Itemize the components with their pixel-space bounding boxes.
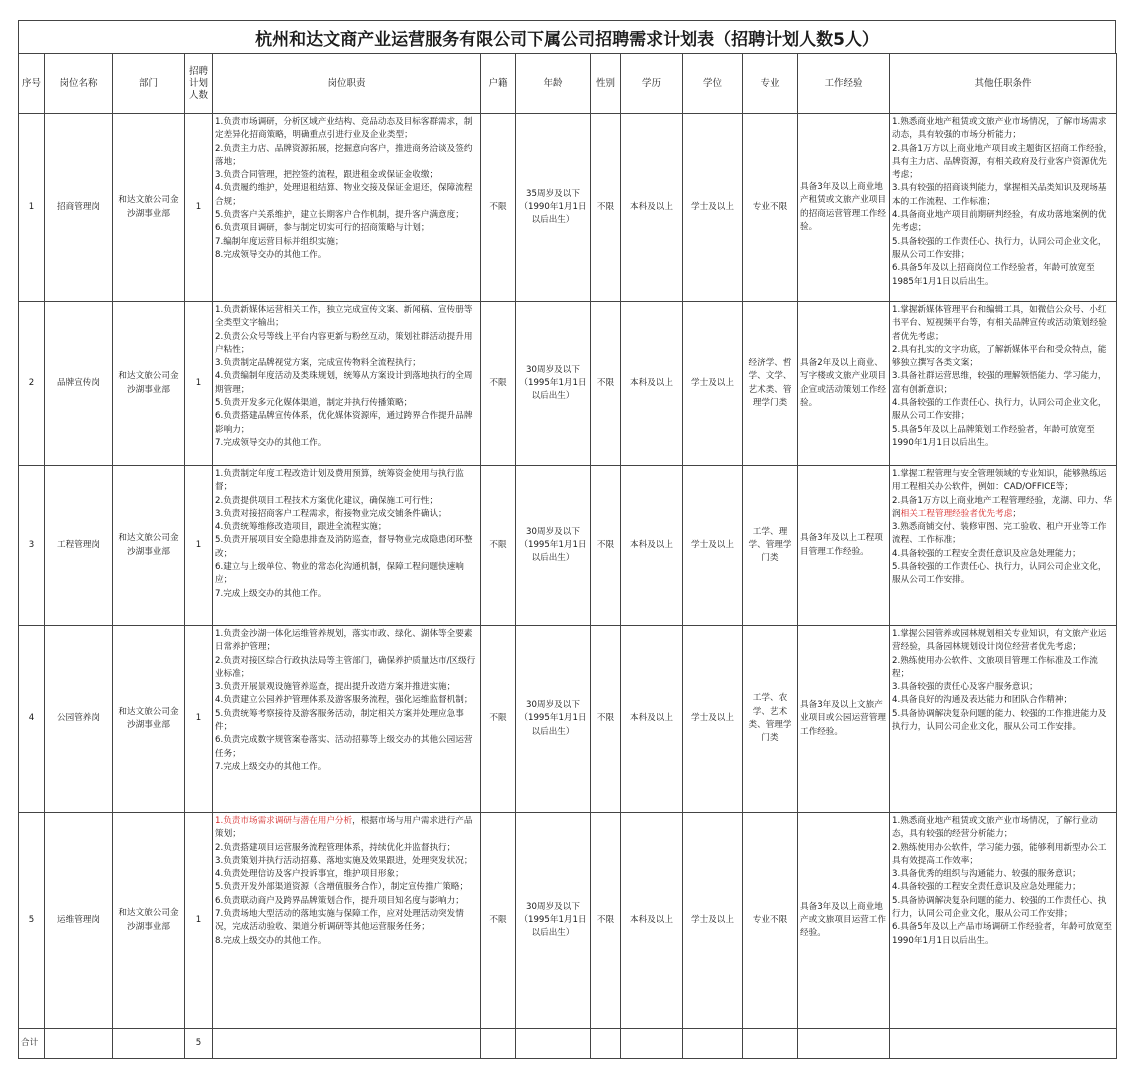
duty-line: 2.负责提供项目工程技术方案优化建议，确保施工可行性； xyxy=(215,495,439,506)
condition-line: 6.具备5年及以上产品市场调研工作经验者，年龄可放宽至1990年1月1日以后出生。 xyxy=(892,922,1112,946)
empty-cell xyxy=(516,1029,591,1059)
row-experience: 具备3年及以上商业地产租赁或文旅产业项目的招商运营管理工作经验。 xyxy=(798,114,890,302)
duty-line: 7.编制年度运营目标并组织实施； xyxy=(215,236,344,247)
duty-line: 6.负责项目调研，参与制定切实可行的招商策略与计划； xyxy=(215,223,430,234)
duty-line: 2.负责搭建项目运营服务流程管理体系，持续优化并监督执行； xyxy=(215,842,456,853)
row-dept: 和达文旅公司金沙湖事业部 xyxy=(113,626,185,813)
total-count: 5 xyxy=(185,1029,213,1059)
row-position: 品牌宣传岗 xyxy=(45,302,113,466)
condition-line: 1.掌握公园管养或园林规划相关专业知识，有文旅产业运营经验，具备园林规划设计岗位经营者优先考虑； xyxy=(892,629,1107,653)
row-major: 专业不限 xyxy=(743,813,798,1029)
row-duties xyxy=(213,813,481,1029)
duty-line: 4.负责统筹维修改造项目，跟进全流程实施； xyxy=(215,522,387,533)
duty-line: 1.负责金沙湖一体化运维管养规划，落实市政、绿化、湖体等全要素日常养护管理； xyxy=(215,629,473,653)
header-other: 其他任职条件 xyxy=(890,54,1117,114)
row-seq: 5 xyxy=(19,813,45,1029)
duty-line: 3.负责开展景观设施管养巡查，提出提升改造方案并推进实施； xyxy=(215,682,456,693)
duty-line: 5.负责开发多元化媒体渠道，制定并执行传播策略； xyxy=(215,398,413,409)
duty-line: 4.负责编制年度活动及类珠规划，统筹从方案设计到落地执行的全周期管理； xyxy=(215,371,473,395)
row-degree: 学士及以上 xyxy=(683,302,743,466)
header-count: 招聘计划人数 xyxy=(185,54,213,114)
total-label: 合计 xyxy=(19,1029,45,1059)
row-age: 30周岁及以下（1995年1月1日以后出生） xyxy=(516,466,591,626)
duty-line: 3.负责策划并执行活动招募、落地实施及效果跟进，处理突发状况； xyxy=(215,855,473,866)
row-age: 30周岁及以下（1995年1月1日以后出生） xyxy=(516,813,591,1029)
row-position: 招商管理岗 xyxy=(45,114,113,302)
row-seq: 2 xyxy=(19,302,45,466)
row-other xyxy=(890,302,1117,466)
condition-line: 4.具备较强的工作责任心、执行力，认同公司企业文化，服从公司工作安排； xyxy=(892,398,1107,422)
row-duties xyxy=(213,466,481,626)
condition-line: 4.具备良好的沟通及表达能力和团队合作精神； xyxy=(892,695,1073,706)
row-experience: 具备3年及以上商业地产或文旅项目运营工作经验。 xyxy=(798,813,890,1029)
condition-line: 1.熟悉商业地产租赁或文旅产业市场情况，了解市场需求动态，具有较强的市场分析能力； xyxy=(892,117,1107,141)
condition-line: 6.具备5年及以上招商岗位工作经验者，年龄可放宽至1985年1月1日以后出生。 xyxy=(892,263,1095,287)
condition-line: 2.熟练使用办公软件、文旅项目管理工作标准及工作流程； xyxy=(892,655,1098,679)
row-gender: 不限 xyxy=(591,114,621,302)
condition-line: 3.具备优秀的组织与沟通能力、较强的服务意识； xyxy=(892,869,1081,880)
row-duties xyxy=(213,302,481,466)
highlight-text: 相关工程管理经验者优先考虑 xyxy=(900,508,1013,519)
row-seq: 1 xyxy=(19,114,45,302)
duty-text: ，根据市场与用户需求进行产品策划； xyxy=(215,816,473,840)
row-duties xyxy=(213,114,481,302)
recruitment-table xyxy=(18,53,1117,1059)
duty-line: 6.负责搭建品牌宣传体系，优化媒体资源库，通过跨界合作提升品牌影响力； xyxy=(215,411,473,435)
row-education: 本科及以上 xyxy=(621,813,683,1029)
row-other xyxy=(890,114,1117,302)
header-experience: 工作经验 xyxy=(798,54,890,114)
row-duties xyxy=(213,626,481,813)
duty-line: 7.完成上级交办的其他工作。 xyxy=(215,588,327,599)
empty-cell xyxy=(213,1029,481,1059)
condition-line: 3.具备社群运营思维，较强的理解领悟能力、学习能力，富有创新意识； xyxy=(892,371,1107,395)
row-dept: 和达文旅公司金沙湖事业部 xyxy=(113,302,185,466)
header-age: 年龄 xyxy=(516,54,591,114)
row-education: 本科及以上 xyxy=(621,114,683,302)
recruitment-sheet xyxy=(18,20,1116,1059)
row-hukou: 不限 xyxy=(481,302,516,466)
row-experience: 具备3年及以上工程项目管理工作经验。 xyxy=(798,466,890,626)
duty-line: 7.完成领导交办的其他工作。 xyxy=(215,437,327,448)
condition-line: 4.具备较强的工程安全责任意识及应急处理能力； xyxy=(892,882,1081,893)
duty-line: 1.负责新媒体运营相关工作，独立完成宣传文案、新闻稿、宣传册等全类型文字输出； xyxy=(215,305,473,329)
duty-line: 8.完成领导交办的其他工作。 xyxy=(215,249,327,260)
duty-line: 6.负责联动商户及跨界品牌策划合作，提升项目知名度与影响力； xyxy=(215,895,464,906)
table-row xyxy=(19,302,1117,466)
condition-line: 5.具备协调解决复杂问题的能力、较强的工作推进能力及执行力，认同公司企业文化，服从公司工作安排。 xyxy=(892,708,1107,733)
condition-line: 2.具有扎实的文字功底，了解新媒体平台和受众特点，能够独立撰写各类文案； xyxy=(892,344,1107,369)
row-hukou: 不限 xyxy=(481,466,516,626)
header-position: 岗位名称 xyxy=(45,54,113,114)
duty-line: 5.负责开展项目安全隐患排查及消防巡查，督导物业完成隐患闭环整改； xyxy=(215,535,473,559)
row-major: 经济学、哲学、文学、艺术类、管理学门类 xyxy=(743,302,798,466)
row-count: 1 xyxy=(185,114,213,302)
row-gender: 不限 xyxy=(591,813,621,1029)
row-position: 公园管养岗 xyxy=(45,626,113,813)
condition-line xyxy=(892,495,1114,522)
row-hukou: 不限 xyxy=(481,114,516,302)
table-row xyxy=(19,626,1117,813)
row-experience: 具备3年及以上文旅产业项目或公园运营管理工作经验。 xyxy=(798,626,890,813)
condition-line: 2.具备1万方以上商业地产项目或主题街区招商工作经验，具有主力店、品牌资源，有相关政府及行业客户资源优先考虑； xyxy=(892,143,1112,181)
duty-line: 5.负责统筹考察接待及游客服务活动，制定相关方案并处理应急事件； xyxy=(215,708,464,733)
row-other xyxy=(890,626,1117,813)
row-experience: 具备2年及以上商业、写字楼或文旅产业项目企宣或活动策划工作经验。 xyxy=(798,302,890,466)
row-major: 工学、农学、艺术类、管理学门类 xyxy=(743,626,798,813)
table-row xyxy=(19,466,1117,626)
header-dept: 部门 xyxy=(113,54,185,114)
highlight-text: 1.负责市场需求调研与潜在用户分析 xyxy=(215,816,353,826)
duty-line: 6.负责完成数字规管案卷落实、活动招募等上级交办的其他公园运营任务； xyxy=(215,735,473,759)
empty-cell xyxy=(481,1029,516,1059)
row-hukou: 不限 xyxy=(481,626,516,813)
row-age: 30周岁及以下（1995年1月1日以后出生） xyxy=(516,302,591,466)
duty-line: 2.负责对接区综合行政执法局等主管部门，确保养护质量达市/区级行业标准； xyxy=(215,655,476,679)
table-row xyxy=(19,813,1117,1029)
row-dept: 和达文旅公司金沙湖事业部 xyxy=(113,114,185,302)
row-count: 1 xyxy=(185,466,213,626)
header-education: 学历 xyxy=(621,54,683,114)
header-seq: 序号 xyxy=(19,54,45,114)
duty-line: 4.负责建立公园养护管理体系及游客服务流程，强化运维监督机制； xyxy=(215,695,473,706)
empty-cell xyxy=(45,1029,113,1059)
row-hukou: 不限 xyxy=(481,813,516,1029)
row-position: 工程管理岗 xyxy=(45,466,113,626)
empty-cell xyxy=(591,1029,621,1059)
condition-line: 5.具备较强的工作责任心、执行力，认同公司企业文化，服从公司工作安排； xyxy=(892,236,1107,260)
condition-line: 5.具备协调解决复杂问题的能力、较强的工作责任心、执行力，认同公司企业文化，服从公司工作安排； xyxy=(892,895,1107,920)
header-degree: 学位 xyxy=(683,54,743,114)
row-degree: 学士及以上 xyxy=(683,114,743,302)
row-seq: 3 xyxy=(19,466,45,626)
empty-cell xyxy=(621,1029,683,1059)
row-seq: 4 xyxy=(19,626,45,813)
duty-line: 2.负责公众号等线上平台内容更新与粉丝互动，策划社群活动提升用户粘性； xyxy=(215,331,473,355)
header-gender: 性别 xyxy=(591,54,621,114)
row-age: 30周岁及以下（1995年1月1日以后出生） xyxy=(516,626,591,813)
duty-line: 5.负责客户关系维护，建立长期客户合作机制，提升客户满意度； xyxy=(215,210,464,221)
duty-line: 7.负责场地大型活动的落地实施与保障工作，应对处理活动突发情况，完成活动验收、渠道分析调研等其他运营服务任务； xyxy=(215,909,464,933)
condition-line: 1.掌握工程管理与安全管理领域的专业知识，能够熟练运用工程相关办公软件，例如：CAD/OFFICE等； xyxy=(892,469,1107,493)
row-major: 工学、理学、管理学门类 xyxy=(743,466,798,626)
row-other xyxy=(890,813,1117,1029)
header-hukou: 户籍 xyxy=(481,54,516,114)
condition-line: 5.具备5年及以上品牌策划工作经验者，年龄可放宽至1990年1月1日以后出生。 xyxy=(892,424,1095,448)
duty-line: 4.负责处理信访及客户投诉事宜，维护项目形象； xyxy=(215,869,404,880)
row-degree: 学士及以上 xyxy=(683,813,743,1029)
row-position: 运维管理岗 xyxy=(45,813,113,1029)
row-education: 本科及以上 xyxy=(621,302,683,466)
row-degree: 学士及以上 xyxy=(683,466,743,626)
duty-line: 1.负责市场调研，分析区域产业结构、竞品动态及目标客群需求，制定差异化招商策略，明确重点引进行业及企业类型； xyxy=(215,117,473,141)
duty-line xyxy=(215,815,478,842)
duty-line: 6.建立与上级单位、物业的常态化沟通机制，保障工程问题快速响应； xyxy=(215,562,464,586)
duty-line: 3.负责对接招商客户工程需求，衔接物业完成交铺条件确认； xyxy=(215,508,447,519)
sheet-title: 杭州和达文商产业运营服务有限公司下属公司招聘需求计划表（招聘计划人数5人） xyxy=(18,20,1116,53)
condition-line: 3.具备较强的责任心及客户服务意识； xyxy=(892,682,1038,693)
row-gender: 不限 xyxy=(591,626,621,813)
total-row xyxy=(19,1029,1117,1059)
row-education: 本科及以上 xyxy=(621,626,683,813)
empty-cell xyxy=(113,1029,185,1059)
row-dept: 和达文旅公司金沙湖事业部 xyxy=(113,813,185,1029)
duty-line: 8.完成上级交办的其他工作。 xyxy=(215,935,327,946)
empty-cell xyxy=(890,1029,1117,1059)
header-row xyxy=(19,54,1117,114)
duty-line: 5.负责开发外部渠道资源（含增值服务合作），制定宣传推广策略； xyxy=(215,882,469,893)
duty-line: 4.负责履约维护，处理退租结算、物业交接及保证金退还，保障流程合规； xyxy=(215,183,473,207)
row-education: 本科及以上 xyxy=(621,466,683,626)
duty-line: 1.负责制定年度工程改造计划及费用预算，统筹资金使用与执行监督； xyxy=(215,469,464,493)
condition-text: 2.具备1万方以上商业地产工程管理经验，龙湖、印力、华润 xyxy=(892,495,1112,519)
condition-line: 3.熟悉商铺交付、装修审图、完工验收、租户开业等工作流程、工作标准； xyxy=(892,522,1107,546)
row-count: 1 xyxy=(185,302,213,466)
duty-line: 3.负责合同管理，把控签约流程，跟进租金或保证金收缴； xyxy=(215,170,439,181)
condition-line: 1.掌握新媒体管理平台和编辑工具，如微信公众号、小红书平台、短视频平台等，有相关品牌宣传或活动策划经验者优先考虑； xyxy=(892,305,1107,342)
row-major: 专业不限 xyxy=(743,114,798,302)
condition-line: 3.具有较强的招商谈判能力，掌握相关品类知识及现场基本的工作流程、工作标准； xyxy=(892,183,1107,207)
condition-line: 1.熟悉商业地产租赁或文旅产业市场情况，了解行业动态，具有较强的经营分析能力； xyxy=(892,816,1098,840)
condition-line: 5.具备较强的工作责任心、执行力，认同公司企业文化，服从公司工作安排。 xyxy=(892,562,1107,586)
condition-line: 4.具备较强的工程安全责任意识及应急处理能力； xyxy=(892,548,1081,559)
duty-line: 2.负责主力店、品牌资源拓展，挖掘意向客户，推进商务洽谈及签约落地； xyxy=(215,143,473,167)
row-degree: 学士及以上 xyxy=(683,626,743,813)
row-gender: 不限 xyxy=(591,302,621,466)
row-count: 1 xyxy=(185,626,213,813)
duty-line: 3.负责制定品牌视觉方案，完成宣传物料全流程执行； xyxy=(215,358,421,369)
condition-line: 4.具备商业地产项目前期研判经验，有成功落地案例的优先考虑； xyxy=(892,210,1107,234)
header-major: 专业 xyxy=(743,54,798,114)
empty-cell xyxy=(743,1029,798,1059)
condition-line: 2.熟练使用办公软件，学习能力强，能够利用新型办公工具有效提高工作效率； xyxy=(892,842,1107,866)
row-gender: 不限 xyxy=(591,466,621,626)
header-duties: 岗位职责 xyxy=(213,54,481,114)
condition-text: ； xyxy=(1012,508,1021,519)
empty-cell xyxy=(683,1029,743,1059)
row-count: 1 xyxy=(185,813,213,1029)
empty-cell xyxy=(798,1029,890,1059)
row-other xyxy=(890,466,1117,626)
duty-line: 7.完成上级交办的其他工作。 xyxy=(215,761,327,772)
table-row xyxy=(19,114,1117,302)
row-dept: 和达文旅公司金沙湖事业部 xyxy=(113,466,185,626)
row-age: 35周岁及以下（1990年1月1日以后出生） xyxy=(516,114,591,302)
